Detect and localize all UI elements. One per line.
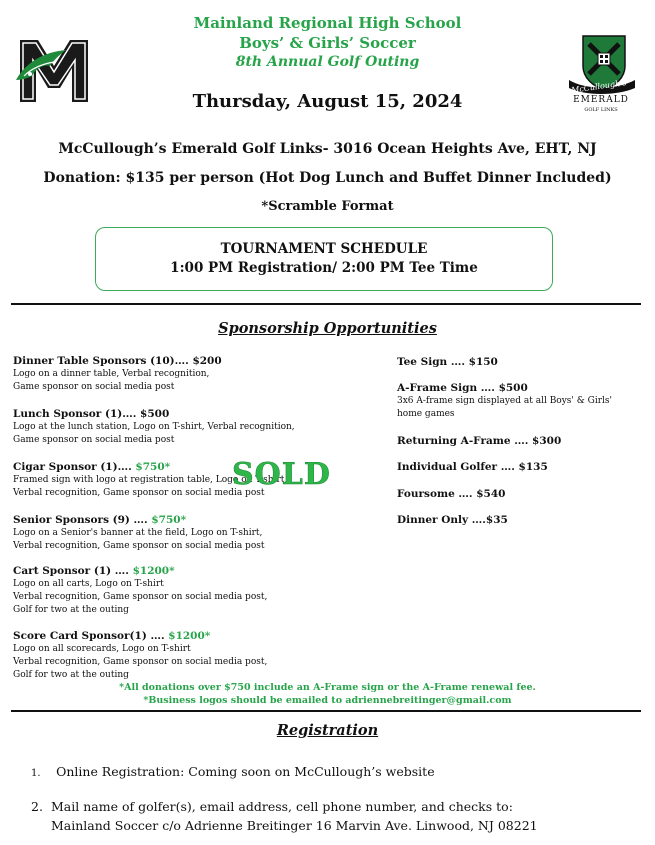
sponsor-cart: Cart Sponsor (1) …. $1200* Logo on all carts, Logo on T-shirt Verbal recognition, Game sponsor on social media post, Golf for two at the outing — [13, 565, 268, 615]
individual-golfer: Individual Golfer …. $135 — [397, 461, 548, 473]
sold-stamp: SOLD — [232, 457, 331, 492]
divider — [11, 710, 641, 712]
schedule-times: 1:00 PM Registration/ 2:00 PM Tee Time — [170, 260, 478, 276]
schedule-title: TOURNAMENT SCHEDULE — [220, 241, 428, 257]
mcculloughs-script: McCullough's — [570, 78, 627, 95]
sponsor-lunch: Lunch Sponsor (1)…. $500 Logo at the lunch station, Logo on T-shirt, Verbal recognition, Game sponsor on social media post — [13, 408, 295, 445]
registration-title: Registration — [276, 722, 379, 739]
schedule-box — [95, 227, 553, 291]
sponsorship-title: Sponsorship Opportunities — [218, 320, 437, 337]
sponsor-cigar: Cigar Sponsor (1)…. $750* Framed sign with logo at registration table, Logo on T-shirt, Verbal recognition, Game sponsor on social media post — [13, 461, 288, 498]
donation-note: *All donations over $750 include an A-Frame sign or the A-Frame renewal fee. — [119, 682, 536, 693]
school-name: Mainland Regional High School — [193, 14, 462, 32]
registration-item-online: 1. Online Registration: Coming soon on McCullough’s website — [31, 764, 435, 779]
format: *Scramble Format — [261, 199, 394, 214]
event-name: 8th Annual Golf Outing — [235, 54, 420, 70]
logo-email-note: *Business logos should be emailed to adriennebreitinger@gmail.com — [143, 695, 512, 706]
registration-item-mail: 2. Mail name of golfer(s), email address, cell phone number, and checks to: Mainland Soccer c/o Adrienne Breitinger 16 Marvin Ave. Linwood, NJ 08221 — [31, 799, 538, 833]
returning-a-frame: Returning A-Frame …. $300 — [397, 435, 562, 447]
venue: McCullough’s Emerald Golf Links- 3016 Ocean Heights Ave, EHT, NJ — [58, 141, 597, 157]
tee-sign: Tee Sign …. $150 — [397, 356, 498, 368]
sport-name: Boys’ & Girls’ Soccer — [239, 34, 416, 52]
foursome: Foursome …. $540 — [397, 488, 506, 500]
sponsor-senior: Senior Sponsors (9) …. $750* Logo on a Senior's banner at the field, Logo on T-shirt, Verbal recognition, Game sponsor on social media post — [13, 514, 265, 551]
divider — [11, 303, 641, 305]
dinner-only: Dinner Only ….$35 — [397, 514, 508, 526]
sponsor-dinner-table: Dinner Table Sponsors (10)…. $200 Logo on a dinner table, Verbal recognition, Game sponsor on social media post — [13, 355, 222, 392]
event-date: Thursday, August 15, 2024 — [192, 91, 463, 112]
a-frame-sign: A-Frame Sign …. $500 3x6 A-frame sign displayed at all Boys' & Girls' home games — [397, 382, 612, 419]
donation: Donation: $135 per person (Hot Dog Lunch and Buffet Dinner Included) — [43, 170, 612, 186]
sponsor-score-card: Score Card Sponsor(1) …. $1200* Logo on all scorecards, Logo on T-shirt Verbal recognition, Game sponsor on social media post, Golf for two at the outing — [13, 630, 268, 680]
emerald-label: EMERALD — [573, 95, 629, 105]
golf-links-label: GOLF LINKS — [584, 107, 618, 113]
